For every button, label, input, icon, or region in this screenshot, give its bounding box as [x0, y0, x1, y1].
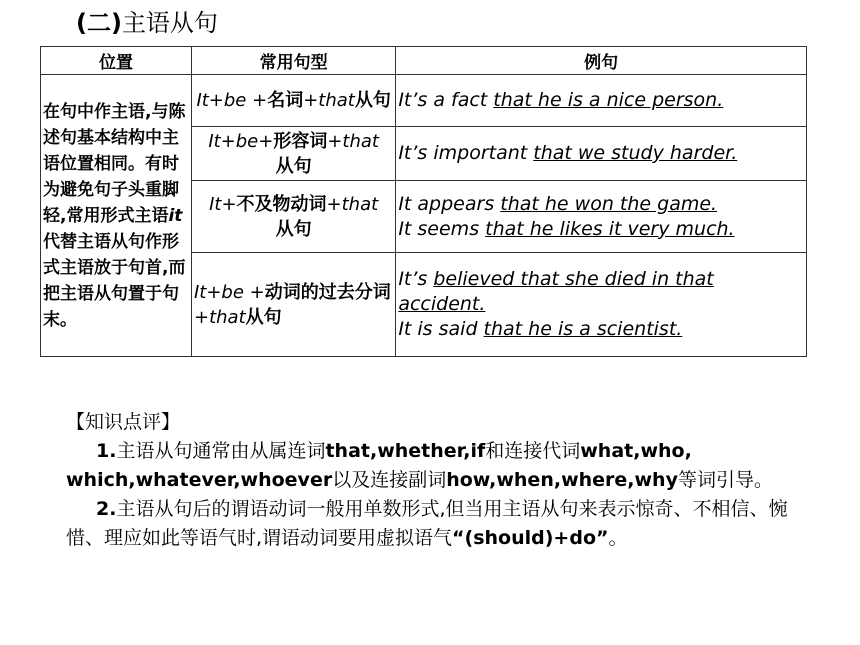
- section-title-text: 主语从句: [121, 9, 218, 37]
- example-cell: It’s a fact that he is a nice person.: [396, 75, 807, 127]
- note-paragraph-1: 1.主语从句通常由从属连词that,whether,if和连接代词what,who, which,whatever,whoever以及连接副词how,when,where,why等词引导。: [66, 440, 773, 491]
- example-cell: It appears that he won the game. It seems that he likes it very much.: [396, 181, 807, 253]
- position-description: 在句中作主语,与陈述句基本结构中主语位置相同。有时为避免句子头重脚轻,常用形式主语it代替主语从句作形式主语放于句首,而把主语从句置于句末。: [41, 75, 192, 357]
- section-number: (二): [76, 9, 122, 37]
- example-cell: It’s important that we study harder.: [396, 127, 807, 181]
- header-pattern: 常用句型: [191, 47, 395, 75]
- pattern-cell: It+be +动词的过去分词 +that从句: [191, 253, 395, 357]
- table-header-row: [41, 47, 807, 75]
- example-cell: It’s believed that she died in that accident. It is said that he is a scientist.: [396, 253, 807, 357]
- knowledge-notes: [66, 408, 811, 553]
- section-title: [76, 6, 218, 40]
- pattern-cell: It+be+形容词+that 从句: [191, 127, 395, 181]
- header-example: 例句: [396, 47, 807, 75]
- table-row: [41, 75, 807, 127]
- subject-clause-table: [40, 46, 807, 357]
- note-paragraph-2: 2.主语从句后的谓语动词一般用单数形式,但当用主语从句来表示惊奇、不相信、惋惜、理应如此等语气时,谓语动词要用虚拟语气“(should)+do”。: [66, 498, 788, 549]
- pattern-cell: It+be +名词+that从句: [191, 75, 395, 127]
- header-position: 位置: [41, 47, 192, 75]
- notes-heading: 【知识点评】: [66, 411, 181, 433]
- pattern-cell: It+不及物动词+that 从句: [191, 181, 395, 253]
